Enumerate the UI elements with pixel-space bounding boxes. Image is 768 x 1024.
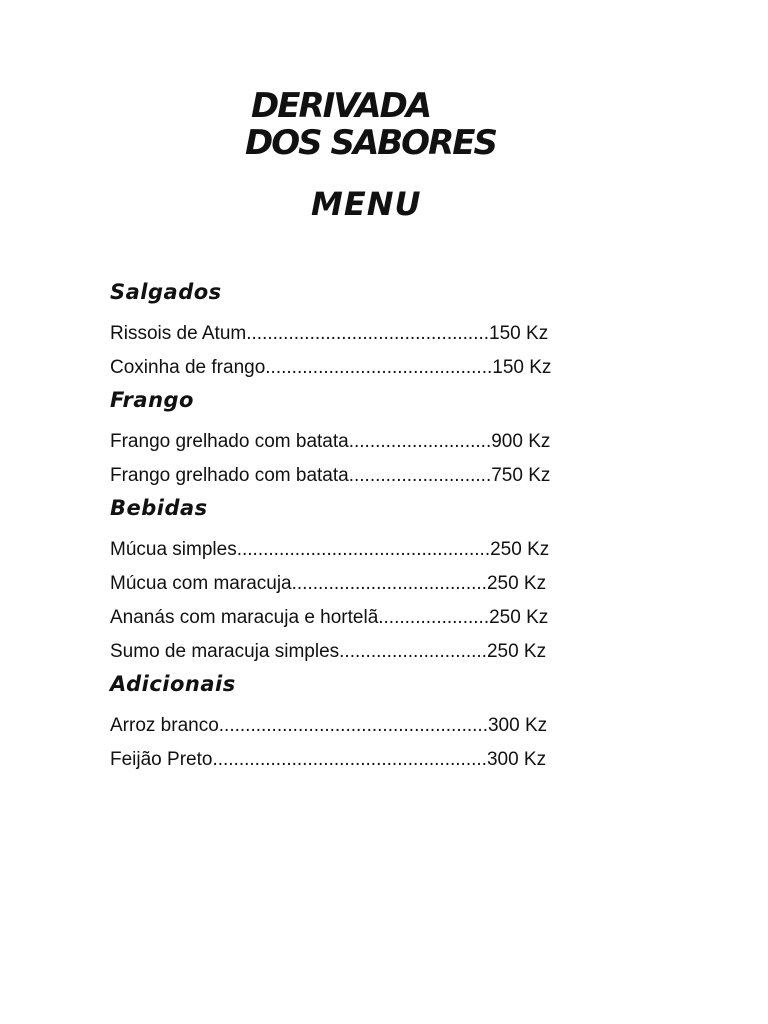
item-list bbox=[110, 430, 650, 488]
brand-name-line-1: DERIVADA bbox=[251, 86, 431, 126]
item-list bbox=[110, 714, 650, 772]
menu-item: Múcua simples................................................250 Kz bbox=[110, 539, 550, 560]
menu-item: Feijão Preto....................................................300 Kz bbox=[110, 749, 547, 770]
section-bebidas bbox=[110, 494, 650, 664]
brand-name-line-2: DOS SABORES bbox=[245, 123, 496, 163]
menu-item: Ananás com maracuja e hortelã.....................250 Kz bbox=[110, 607, 549, 628]
menu-item: Rissois de Atum..............................................150 Kz bbox=[110, 323, 549, 344]
item-list bbox=[110, 538, 650, 664]
section-title: Salgados bbox=[110, 280, 222, 304]
section-adicionais bbox=[110, 670, 650, 772]
section-title: Adicionais bbox=[110, 672, 236, 696]
menu-body bbox=[110, 278, 650, 772]
section-title: Frango bbox=[110, 388, 194, 412]
item-list bbox=[110, 322, 650, 380]
section-frango bbox=[110, 386, 650, 488]
menu-item: Coxinha de frango...........................................150 Kz bbox=[110, 357, 552, 378]
menu-item: Múcua com maracuja.....................................250 Kz bbox=[110, 573, 547, 594]
menu-item: Frango grelhado com batata...........................750 Kz bbox=[110, 465, 551, 486]
menu-item: Frango grelhado com batata...........................900 Kz bbox=[110, 431, 551, 452]
section-salgados bbox=[110, 278, 650, 380]
section-title: Bebidas bbox=[110, 496, 208, 520]
menu-item: Sumo de maracuja simples............................250 Kz bbox=[110, 641, 547, 662]
menu-title: MENU bbox=[311, 185, 422, 223]
menu-item: Arroz branco...................................................300 Kz bbox=[110, 715, 548, 736]
